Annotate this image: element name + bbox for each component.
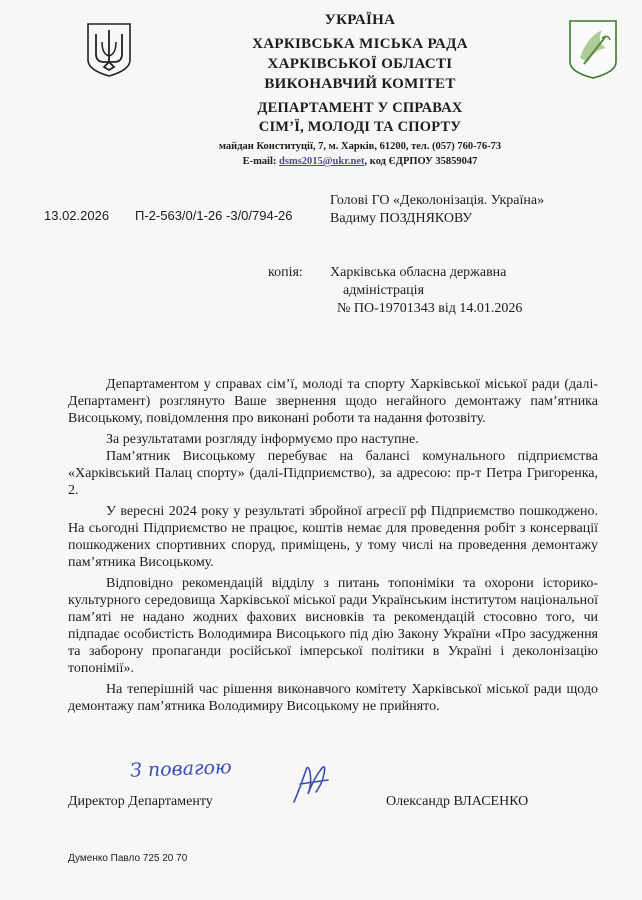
body-paragraph-5: Відповідно рекомендацій відділу з питань топоніміки та охорони історико-культурного середовища Харківської міської ради Українським інститутом національної пам’яті не надано жодних фахових висновків та рекомендацій стосовно того, чи підпадає особистість Володимира Висоцького під дію Закону України «Про засудження та заборону пропаганди російської імперської політики в Україні і деколонізацію топонімії». bbox=[68, 576, 598, 676]
letter-body bbox=[68, 376, 598, 715]
registration-date: 13.02.2026 bbox=[44, 208, 110, 223]
email-label: E-mail: bbox=[242, 156, 280, 167]
body-paragraph-4: У вересні 2024 року у результаті збройної агресії рф Підприємство пошкоджено. На сьогодні Підприємство не працює, коштів немає для проведення робіт з консервації пошкоджених спортивних споруд, приміщень, у тому числі на проведення демонтажу пам’ятника Висоцькому. bbox=[68, 504, 598, 570]
edrpou-code: , код ЄДРПОУ 35859047 bbox=[364, 156, 478, 167]
addressee-line1: Голові ГО «Деколонізація. Україна» bbox=[330, 193, 545, 208]
oblast-title: ХАРКІВСЬКОЇ ОБЛАСТІ bbox=[267, 56, 453, 72]
signatory-name: Олександр ВЛАСЕНКО bbox=[386, 794, 529, 809]
country-title: УКРАЇНА bbox=[324, 12, 396, 28]
signatory-position: Директор Департаменту bbox=[68, 794, 213, 809]
handwritten-regards: З повагою bbox=[129, 756, 233, 782]
council-title: ХАРКІВСЬКА МІСЬКА РАДА bbox=[252, 36, 468, 52]
copy-recipient-line1: Харківська обласна державна bbox=[330, 265, 507, 280]
department-contacts bbox=[150, 156, 570, 167]
copy-reference: № ПО-19701343 від 14.01.2026 bbox=[337, 301, 523, 316]
registration-number: П-2-563/0/1-26 -3/0/794-26 bbox=[135, 208, 293, 223]
body-paragraph-3: Пам’ятник Висоцькому перебуває на балансі комунального підприємства «Харківський Палац спорту» (далі-Підприємство), за адресою: пр-т Петра Григоренка, 2. bbox=[68, 449, 598, 498]
copy-label: копія: bbox=[268, 265, 303, 280]
handwritten-signature-icon bbox=[286, 758, 336, 808]
department-title-line2: СІМ’Ї, МОЛОДІ ТА СПОРТУ bbox=[258, 119, 462, 135]
addressee-line2: Вадиму ПОЗДНЯКОВУ bbox=[330, 211, 473, 226]
department-address: майдан Конституції, 7, м. Харків, 61200, тел. (057) 760-76-73 bbox=[218, 141, 502, 152]
executor-contact: Думенко Павло 725 20 70 bbox=[68, 853, 188, 864]
department-title-line1: ДЕПАРТАМЕНТ У СПРАВАХ bbox=[257, 100, 463, 116]
body-paragraph-6: На теперішній час рішення виконавчого комітету Харківської міської ради щодо демонтажу пам’ятника Володимиру Висоцькому не прийнято. bbox=[68, 682, 598, 714]
email-link[interactable]: dsms2015@ukr.net bbox=[279, 156, 365, 167]
ukraine-coat-of-arms-icon bbox=[84, 20, 134, 78]
copy-recipient-line2: адміністрація bbox=[343, 283, 425, 298]
body-paragraph-2: За результатами розгляду інформуємо про наступне. bbox=[106, 432, 419, 447]
body-paragraph-1: Департаментом у справах сім’ї, молоді та спорту Харківської міської ради (далі-Департамент) розглянуто Ваше звернення щодо негайного демонтажу пам’ятника Висоцькому, повідомлення про виконані роботи та надання фотозвіту. bbox=[68, 377, 598, 426]
committee-title: ВИКОНАВЧИЙ КОМІТЕТ bbox=[264, 76, 456, 92]
kharkiv-city-emblem-icon bbox=[566, 18, 620, 80]
